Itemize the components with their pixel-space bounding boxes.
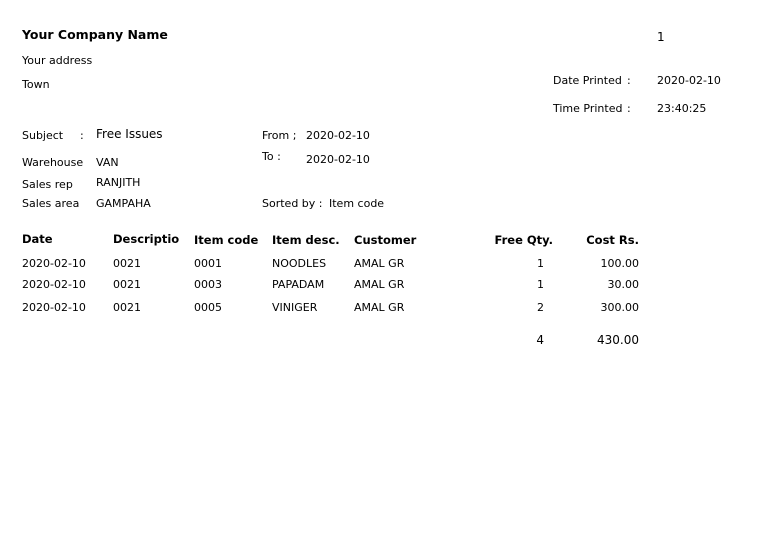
cell-free-qty: 1 <box>537 278 544 291</box>
warehouse-value: VAN <box>96 156 119 169</box>
cell-date: 2020-02-10 <box>22 257 86 270</box>
subject-value: Free Issues <box>96 127 163 141</box>
cell-date: 2020-02-10 <box>22 278 86 291</box>
company-name: Your Company Name <box>22 27 168 42</box>
cell-cost: 300.00 <box>600 301 639 314</box>
cell-cost: 30.00 <box>607 278 639 291</box>
time-printed-sep: : <box>627 102 631 115</box>
header-item-desc: Item desc. <box>272 233 340 247</box>
salesrep-value: RANJITH <box>96 176 141 189</box>
header-customer: Customer <box>354 233 417 247</box>
date-printed-value: 2020-02-10 <box>657 74 721 87</box>
to-value: 2020-02-10 <box>306 153 370 166</box>
time-printed-value: 23:40:25 <box>657 102 707 115</box>
header-description: Descriptio <box>113 232 180 246</box>
subject-label: Subject <box>22 129 64 142</box>
salesarea-value: GAMPAHA <box>96 197 151 210</box>
header-item-code: Item code <box>194 233 259 247</box>
page-number: 1 <box>657 30 665 44</box>
cell-item-desc: PAPADAM <box>272 278 325 291</box>
date-printed-label: Date Printed <box>553 74 622 87</box>
cell-date: 2020-02-10 <box>22 301 86 314</box>
company-address: Your address <box>22 54 93 67</box>
time-printed-label: Time Printed <box>553 102 623 115</box>
cell-item-code: 0005 <box>194 301 222 314</box>
cell-customer: AMAL GR <box>354 278 405 291</box>
header-date: Date <box>22 232 53 246</box>
from-label: From ; <box>262 129 297 142</box>
header-free-qty: Free Qty. <box>494 233 553 247</box>
date-printed-sep: : <box>627 74 631 87</box>
salesarea-label: Sales area <box>22 197 80 210</box>
total-cost: 430.00 <box>597 333 639 347</box>
cell-item-code: 0001 <box>194 257 222 270</box>
to-label: To : <box>262 150 281 163</box>
total-free-qty: 4 <box>536 333 544 347</box>
from-value: 2020-02-10 <box>306 129 370 142</box>
cell-item-desc: VINIGER <box>272 301 318 314</box>
cell-description: 0021 <box>113 278 141 291</box>
sorted-value: Item code <box>329 197 385 210</box>
company-town: Town <box>22 78 50 91</box>
header-cost: Cost Rs. <box>586 233 639 247</box>
cell-item-desc: NOODLES <box>272 257 327 270</box>
cell-item-code: 0003 <box>194 278 222 291</box>
cell-customer: AMAL GR <box>354 257 405 270</box>
cell-description: 0021 <box>113 301 141 314</box>
cell-free-qty: 2 <box>537 301 544 314</box>
sorted-label: Sorted by : <box>262 197 323 210</box>
cell-description: 0021 <box>113 257 141 270</box>
salesrep-label: Sales rep <box>22 178 73 191</box>
warehouse-label: Warehouse <box>22 156 84 169</box>
subject-sep: : <box>80 129 84 142</box>
cell-cost: 100.00 <box>600 257 639 270</box>
cell-free-qty: 1 <box>537 257 544 270</box>
cell-customer: AMAL GR <box>354 301 405 314</box>
